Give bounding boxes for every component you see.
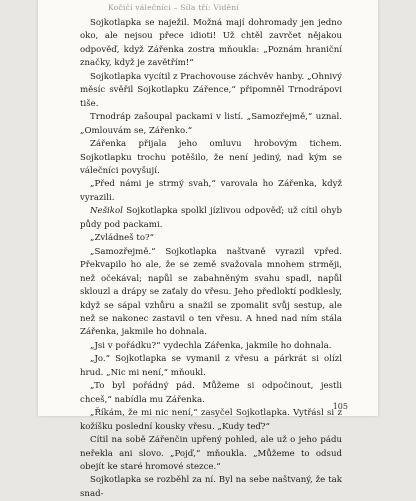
paragraph: „Samozřejmě.“ Sojkotlapka naštvaně vyrazil vpřed. Překvapilo ho ale, že se země svažovala mnohem strměji, než očekával; napůl se zabahněným svahu spadl, napůl sklouzl a drápy se zaťaly do vřesu. Jeho předloktí podklesly, když se sápal vzhůru a snažil se zpomalit svůj sestup, ale než se nakonec zastavil o ten vřesu. A hned nad ním stála Zářenka, jakmile ho dohnala. <box>80 246 342 338</box>
paragraph: Cítil na sobě Zářenčin upřený pohled, ale už o jeho pádu neřekla ani slovo. „Pojď,“ mňoukla. „Můžeme to odsud obejít ke staré hromové stezce.“ <box>80 435 342 472</box>
paragraph: Zářenka přijala jeho omluvu hrobovým tichem. Sojkotlapku trochu potěšilo, že není jediný, nad kým se válečníci povyšují. <box>80 139 342 176</box>
book-page <box>38 0 378 499</box>
paragraph: Sojkotlapka vycítil z Prachovouse záchvěv hanby. „Ohnivý měsíc svěřil Sojkotlapku Zářence,“ připomněl Trnodrápovi tiše. <box>80 71 342 109</box>
paragraph-with-emphasis <box>80 205 342 232</box>
body-text <box>80 17 342 501</box>
paragraph: „Zvládneš to?“ <box>90 233 155 244</box>
paragraph: Sojkotlapka se rozběhl za ní. Byl na sebe naštvaný, že tak snad- <box>80 475 342 499</box>
paragraph: Sojkotlapka se naježil. Možná mají dohromady jen jedno oko, ale nejsou přece idioti! Už chtěl zavrčet nějakou odpověď, když Zářenka zostra mňoukla: „Poznám hraniční značky, když je zavětřím!“ <box>80 18 342 69</box>
emphasis-word: Nešikol <box>90 206 123 217</box>
paragraph: „Před námi je strmý svah,“ varovala ho Zářenka, když vyrazili. <box>80 179 342 203</box>
running-header: Kočičí válečníci – Síla tří: Vidění <box>108 3 239 12</box>
paragraph: Trnodráp zašoupal packami v listí. „Samozřejmě,“ uznal. „Omlouvám se, Zářenko.“ <box>80 112 342 136</box>
paragraph-rest: Sojkotlapka spolkl jízlivou odpověď; už cítil ohyb půdy pod packami. <box>80 206 342 230</box>
paragraph: „To byl pořádný pád. Můžeme si odpočinout, jestli chceš,“ nabídla mu Zářenka. <box>80 381 342 405</box>
paragraph: „Jo.“ Sojkotlapka se vymanil z vřesu a párkrát si olízl hrud. „Nic mi není,“ mňoukl. <box>80 354 342 378</box>
paragraph: „Jsi v pořádku?“ vydechla Zářenka, jakmile ho dohnala. <box>90 340 332 351</box>
page-number: 105 <box>332 402 348 411</box>
paragraph: „Říkám, že mi nic není,“ zasyčel Sojkotlapka. Vytřásl si z kožíšku poslední kousky vřesu. „Kudy teď?“ <box>80 408 342 432</box>
